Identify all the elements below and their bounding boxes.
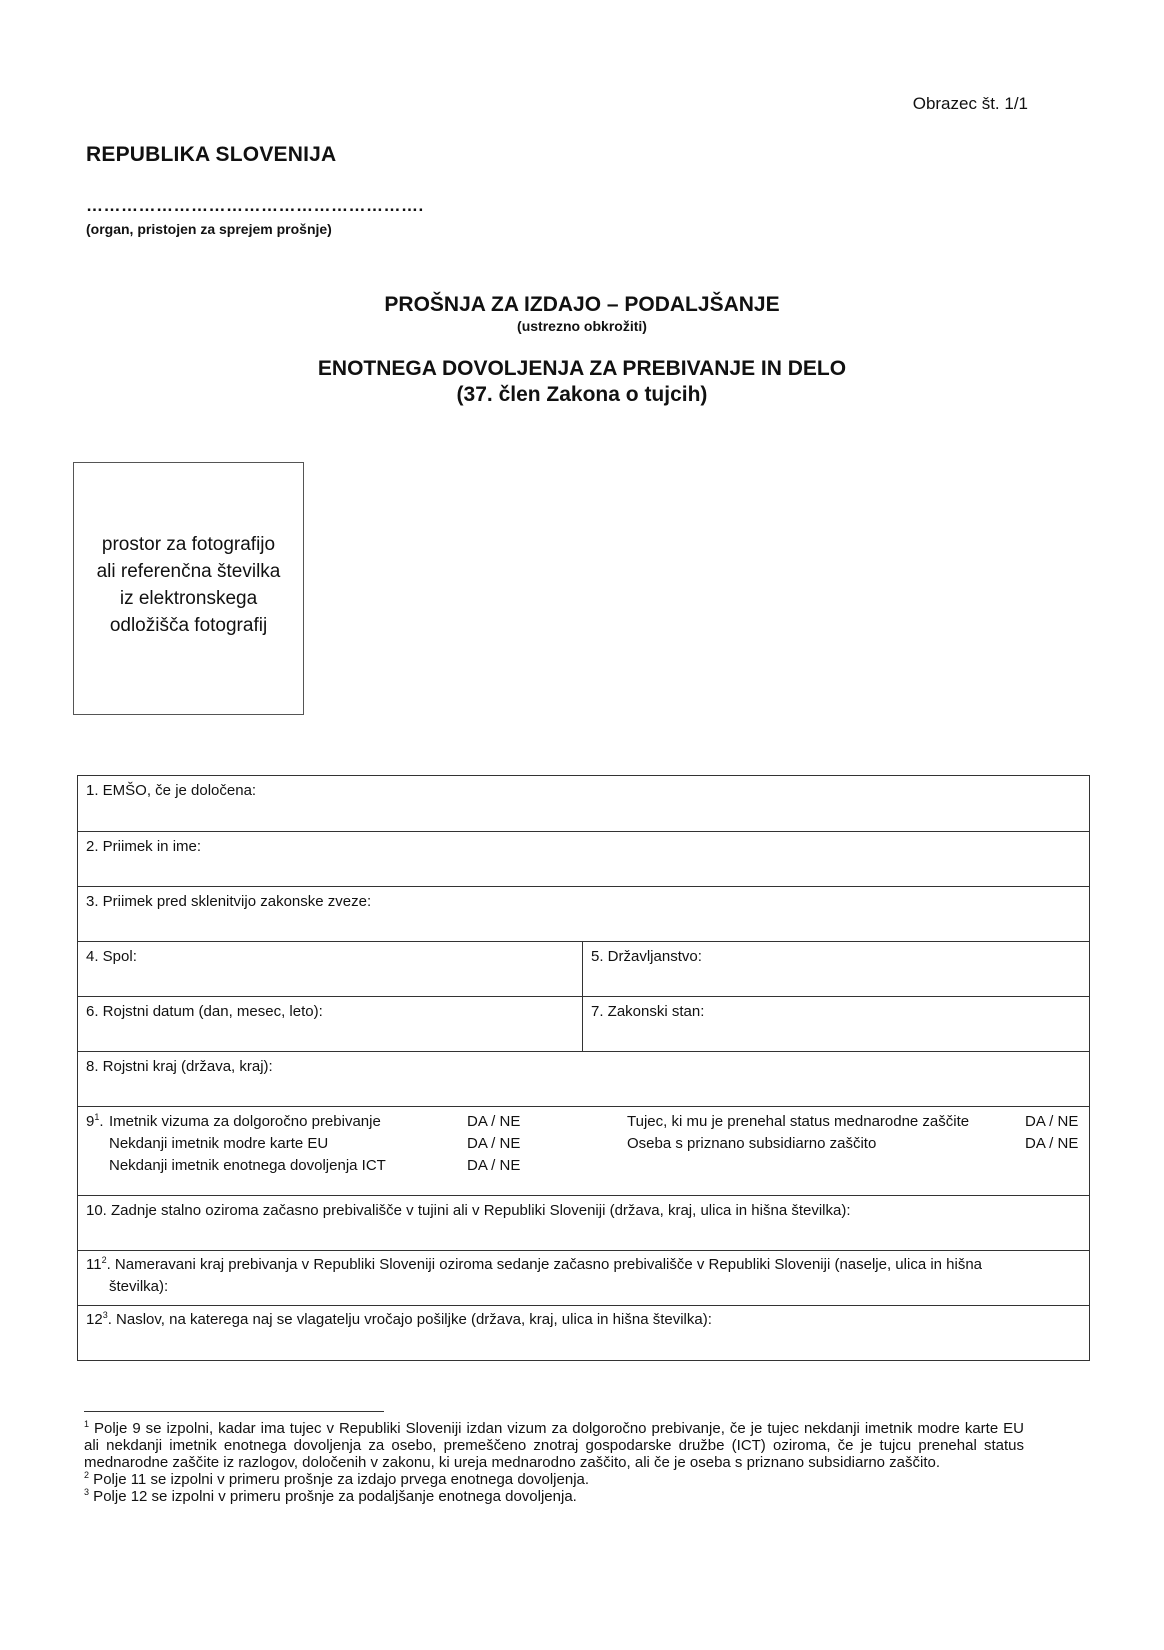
yes-no-choice[interactable]: DA / NE — [1025, 1113, 1079, 1130]
footnote: $^2$ Polje 11 se izpolni v primeru prošnje za izdajo prvega enotnega dovoljenja. — [84, 1470, 590, 1488]
option-label: Nekdanji imetnik modre karte EU — [109, 1135, 329, 1152]
field-label: 3. Priimek pred sklenitvijo zakonske zveze: — [86, 893, 372, 910]
row-sex-citizenship — [78, 941, 1089, 996]
field-name[interactable] — [78, 831, 1089, 886]
field-label: $12^3$. Naslov, na katerega naj se vlagatelju vročajo pošiljke (država, kraj, ulica in hišna številka): — [86, 1310, 712, 1328]
field-label-continued: številka): — [109, 1278, 169, 1295]
field-label: 10. Zadnje stalno oziroma začasno prebivališče v tujini ali v Republiki Sloveniji (država, kraj, ulica in hišna številka): — [86, 1202, 851, 1219]
application-form-table — [77, 775, 1090, 1361]
field-label: 4. Spol: — [86, 948, 137, 965]
photo-text-line: odložišča fotografij — [109, 614, 268, 636]
form-title: PROŠNJA ZA IZDAJO – PODALJŠANJE — [384, 293, 780, 316]
field-citizenship[interactable] — [583, 942, 1089, 996]
field-label: 8. Rojstni kraj (država, kraj): — [86, 1058, 273, 1075]
photo-text-line: iz elektronskega — [119, 587, 258, 609]
footnote-divider — [84, 1411, 384, 1412]
row-birthdate-marital — [78, 996, 1089, 1051]
field-label: 2. Priimek in ime: — [86, 838, 202, 855]
field-label: 1. EMŠO, če je določena: — [86, 782, 257, 799]
option-label: Imetnik vizuma za dolgoročno prebivanje — [109, 1113, 381, 1130]
field-label: 7. Zakonski stan: — [591, 1003, 705, 1020]
option-label: Oseba s priznano subsidiarno zaščito — [627, 1135, 877, 1152]
field-number: $9^1$. — [86, 1112, 104, 1130]
option-label: Nekdanji imetnik enotnega dovoljenja ICT — [109, 1157, 386, 1174]
yes-no-choice[interactable]: DA / NE — [467, 1113, 521, 1130]
form-number: Obrazec št. 1/1 — [912, 94, 1028, 113]
field-emso[interactable] — [78, 776, 1089, 831]
organ-fill-line: …………………………………………………. — [86, 196, 424, 215]
field-label: $11^2$. Nameravani kraj prebivanja v Republiki Sloveniji oziroma sedanje začasno prebivališče v Republiki Sloveniji (naselje, ulica in hišna — [86, 1255, 983, 1273]
field-marital-status[interactable] — [583, 997, 1089, 1051]
field-intended-residence[interactable] — [78, 1250, 1089, 1305]
field-birth-place[interactable] — [78, 1051, 1089, 1106]
footnote: $^3$ Polje 12 se izpolni v primeru prošnje za podaljšanje enotnega dovoljenja. — [84, 1487, 577, 1505]
photo-box — [73, 462, 304, 715]
field-sex[interactable] — [78, 942, 583, 996]
field-birth-date[interactable] — [78, 997, 583, 1051]
organ-caption: (organ, pristojen za sprejem prošnje) — [86, 221, 332, 237]
form-title-note: (ustrezno obkrožiti) — [517, 318, 647, 334]
photo-text-line: prostor za fotografijo — [101, 533, 276, 555]
field-label: 6. Rojstni datum (dan, mesec, leto): — [86, 1003, 323, 1020]
field-maiden-name[interactable] — [78, 886, 1089, 941]
yes-no-choice[interactable]: DA / NE — [467, 1157, 521, 1174]
field-last-residence[interactable] — [78, 1195, 1089, 1250]
footnote: $^1$ Polje 9 se izpolni, kadar ima tujec v Republiki Sloveniji izdan vizum za dolgoročno prebivanje, če je tujec nekdanji imetnik modre karte EU ali nekdanji imetnik enotnega dovoljenja za osebo, premeščeno znotraj gospodarske družbe (ICT) oziroma, če je tujcu prenehal status mednarodne zaščite iz razlogov, določenih v zakonu, ki ureja mednarodno zaščito, ali če je oseba s priznano subsidiarno zaščito. — [84, 1419, 1024, 1471]
option-label: Tujec, ki mu je prenehal status mednarodne zaščite — [627, 1113, 970, 1130]
form-subtitle: ENOTNEGA DOVOLJENJA ZA PREBIVANJE IN DELO — [317, 357, 847, 380]
legal-reference: (37. člen Zakona o tujcih) — [456, 383, 708, 406]
republic-heading: REPUBLIKA SLOVENIJA — [86, 143, 337, 166]
photo-text-line: ali referenčna številka — [96, 560, 281, 582]
field-label: 5. Državljanstvo: — [591, 948, 702, 965]
field-delivery-address[interactable] — [78, 1305, 1089, 1360]
yes-no-choice[interactable]: DA / NE — [467, 1135, 521, 1152]
photo-box-text — [79, 531, 299, 639]
field-status-options — [78, 1106, 1089, 1195]
footnotes — [84, 1420, 1024, 1505]
yes-no-choice[interactable]: DA / NE — [1025, 1135, 1079, 1152]
